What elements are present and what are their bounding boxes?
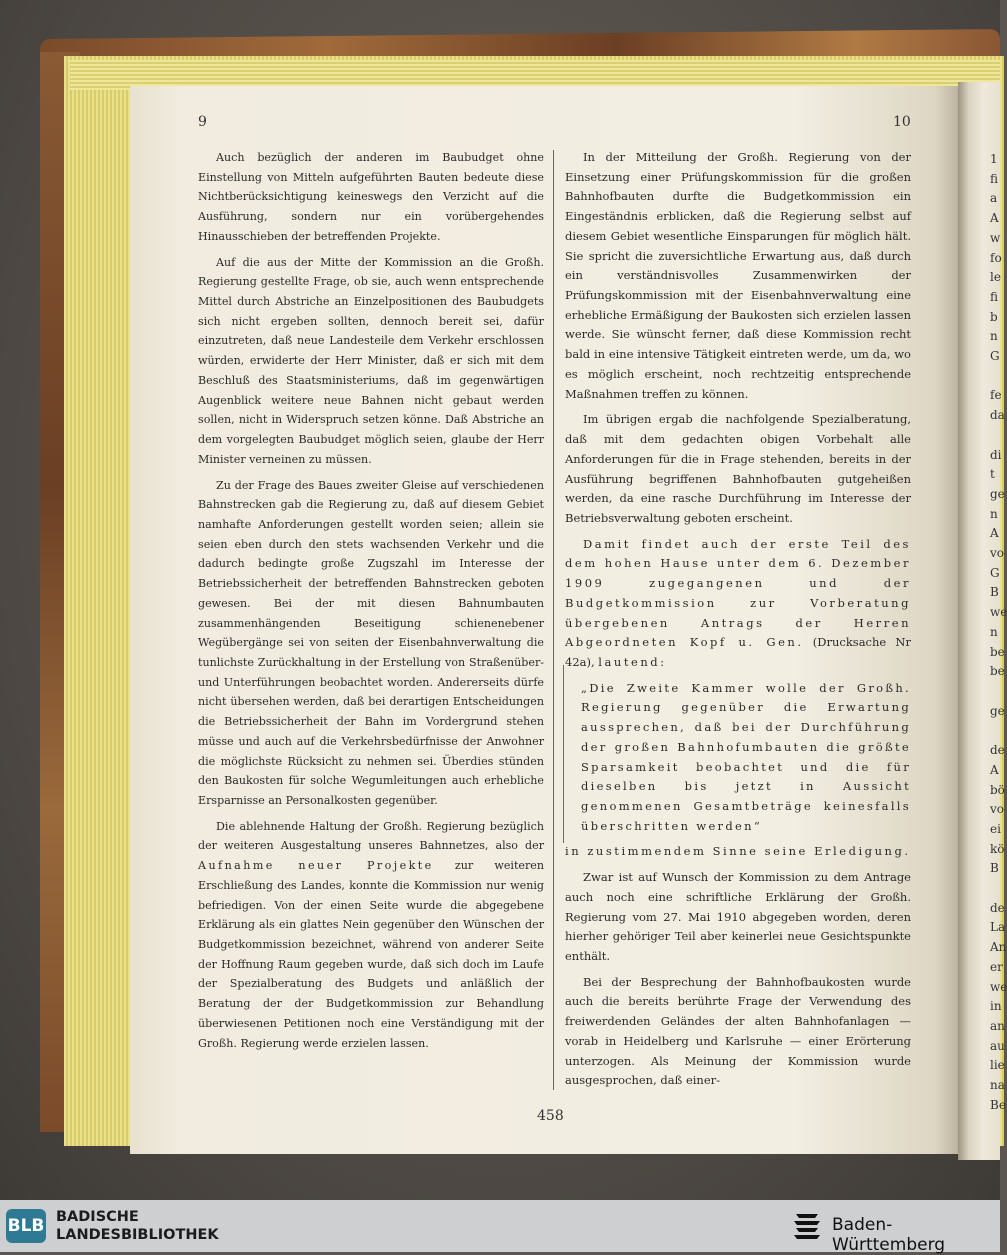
folio-number: 458 bbox=[537, 1108, 564, 1124]
edge-glyph: b bbox=[990, 309, 998, 324]
edge-glyph: A bbox=[990, 762, 999, 777]
edge-glyph bbox=[990, 879, 1000, 899]
library-name[interactable] bbox=[56, 1208, 219, 1244]
edge-glyph: ge bbox=[990, 486, 1005, 501]
edge-glyph: lie bbox=[990, 1058, 1005, 1073]
edge-glyph: a bbox=[990, 191, 998, 206]
edge-glyph: A bbox=[990, 526, 999, 541]
edge-glyph: er bbox=[990, 959, 1003, 974]
edge-glyph: fo bbox=[990, 250, 1002, 265]
blb-logo[interactable]: BLB bbox=[6, 1209, 46, 1243]
edge-glyph: G bbox=[990, 349, 1000, 364]
edge-glyph: B bbox=[990, 861, 999, 876]
edge-glyph: na bbox=[990, 1078, 1005, 1093]
edge-glyph: n bbox=[990, 506, 998, 521]
edge-glyph: An bbox=[990, 940, 1007, 955]
paragraph bbox=[565, 535, 911, 673]
quoted-motion: „Die Zweite Kammer wolle der Großh. Regierung gegenüber die Erwartung aussprechen, daß bei der Durchführung der großen Bahnhofumbauten die größte Sparsamkeit beobachtet und die für dieselben bis jetzt in Aussicht genommenen Gesamtbeträge keinesfalls überschritten werden“ bbox=[581, 680, 911, 833]
spaced-text: Aufnahme neuer Projekte bbox=[198, 859, 434, 873]
edge-glyph bbox=[990, 426, 1000, 446]
text: zur weiteren Erschließung des Landes, konnte die Kommission nur wenig befriedigen. Von der einen Seite wurde die abgegebene Erklärung als ein glattes Nein gegenüber den Wünschen der Budgetkommission bezeichnet, während von anderer Seite der Hoffnung Raum gegeben wurde, daß sich doch im Laufe der Spezialberatung des Budgets und anläßlich der Beratung der der Budgetkommission zur Behandlung überwiesenen Petitionen noch eine Verständigung mit der Großh. Regierung werde erzielen lassen. bbox=[198, 859, 544, 1050]
edge-glyph: B bbox=[990, 585, 999, 600]
edge-glyph: ge bbox=[990, 703, 1005, 718]
edge-glyph bbox=[990, 682, 1000, 702]
edge-glyph: vo bbox=[990, 802, 1005, 817]
edge-glyph: an bbox=[990, 1018, 1005, 1033]
edge-glyph: fi bbox=[990, 289, 999, 304]
page-number-right: 10 bbox=[893, 114, 911, 130]
paragraph: Im übrigen ergab die nachfolgende Spezialberatung, daß mit dem gedachten obigen Vorbehalt alle Anforderungen für die in Frage stehenden, bereits in der Ausführung begriffenen Bahnhofbauten gutgeheißen werden, da eine rasche Durchführung im Interesse der Betriebsverwaltung geboten erscheint. bbox=[565, 412, 911, 525]
baden-wuerttemberg-lion-icon bbox=[792, 1208, 822, 1244]
edge-glyph: de bbox=[990, 900, 1005, 915]
edge-glyph: we bbox=[990, 605, 1007, 620]
paragraph: Auf die aus der Mitte der Kommission an die Großh. Regierung gestellte Frage, ob sie, auch wenn entsprechende Mittel durch Abstriche an Einzelpositionen des Baubudgets sich nicht ergeben sollten, dennoch bereit sei, dafür einzutreten, daß neue Landesteile dem Verkehr erschlossen würden, erwiderte der Herr Minister, daß er sich mit dem Beschluß des Staatsministeriums, daß im gegenwärtigen Augenblick weitere neue Bahnen nicht gebaut werden sollen, nicht in Widerspruch setzen könne. Daß Abstriche an dem vorgelegten Baubudget möglich seien, glaube der Herr Minister verneinen zu müssen. bbox=[198, 255, 544, 466]
paragraph bbox=[198, 817, 544, 1054]
edge-glyph: le bbox=[990, 270, 1001, 285]
edge-glyph: A bbox=[990, 211, 999, 226]
edge-glyph: fi bbox=[990, 171, 999, 186]
paragraph: In der Mitteilung der Großh. Regierung von der Einsetzung einer Prüfungskommission für die großen Bahnhofbauten durfte die Budgetkommission ein Eingeständnis erblicken, daß die Regierung selbst auf diesem Gebiet wesentliche Einsparungen für möglich hält. Sie spricht die zuversichtliche Erwartung aus, daß durch ein verständnisvolles Zusammenwirken der Prüfungskommission mit der Eisenbahnverwaltung eine erhebliche Ermäßigung der Baukosten sich erzielen lassen werde. Sie wünscht ferner, daß diese Kommission recht bald in eine intensive Tätigkeit eintreten werde, um da, wo es möglich erscheint, noch rechtzeitig entsprechende Maßnahmen treffen zu können. bbox=[565, 150, 911, 401]
column-divider bbox=[553, 150, 554, 1090]
edge-glyph: de bbox=[990, 743, 1005, 758]
paragraph: Zwar ist auf Wunsch der Kommission zu dem Antrage auch noch eine schriftliche Erklärung der Großh. Regierung vom 27. Mai 1910 abgegeben worden, deren hierher gehöriger Teil aber keinerlei neue Gesichtspunkte enthält. bbox=[565, 870, 911, 964]
page-number-left: 9 bbox=[198, 114, 207, 130]
text: (Drucksache Nr 42a), bbox=[565, 635, 911, 669]
left-column bbox=[198, 148, 544, 1059]
edge-glyph: G bbox=[990, 565, 1000, 580]
right-column bbox=[565, 148, 911, 1097]
edge-glyph: kö bbox=[990, 841, 1005, 856]
edge-glyph: n bbox=[990, 329, 998, 344]
edge-glyph: 1 bbox=[990, 152, 998, 166]
edge-glyph: be bbox=[990, 644, 1005, 659]
edge-glyph: n bbox=[990, 624, 998, 639]
edge-glyph: in bbox=[990, 999, 1002, 1014]
library-name-line2: LANDESBIBLIOTHEK bbox=[56, 1227, 219, 1243]
paragraph: Auch bezüglich der anderen im Baubudget ohne Einstellung von Mitteln aufgeführten Bauten bedeute diese Nichtberücksichtigung keineswegs den Verzicht auf die Ausführung, sondern nur ein vorübergehendes Hinausschieben der betreffenden Projekte. bbox=[198, 151, 544, 243]
edge-glyph: vo bbox=[990, 546, 1005, 561]
edge-glyph: Be bbox=[990, 1097, 1006, 1112]
spaced-text: Damit findet auch der erste Teil des dem hohen Hause unter dem 6. Dezember 1909 zugegangenen und der Budgetkommission zur Vorberatung übergebenen Antrags der Herren Abgeordneten Kopf u. Gen. bbox=[565, 536, 911, 650]
edge-glyph bbox=[990, 367, 1000, 387]
next-page-text-edge bbox=[990, 150, 1007, 1115]
state-name[interactable]: Baden-Württemberg bbox=[832, 1215, 946, 1255]
edge-glyph: ei bbox=[990, 821, 1001, 836]
quote-rule bbox=[563, 665, 564, 843]
edge-glyph: fe bbox=[990, 388, 1002, 403]
text: Die ablehnende Haltung der Großh. Regierung bezüglich der weiteren Ausgestaltung unseres Bahnnetzes, also der bbox=[198, 819, 544, 853]
edge-glyph: bö bbox=[990, 782, 1005, 797]
edge-glyph bbox=[990, 721, 1000, 741]
edge-glyph: w bbox=[990, 230, 1001, 245]
paragraph: Bei der Besprechung der Bahnhofbaukosten wurde auch die bereits berührte Frage der Verwendung des freiwerdenden Geländes der alten Bahnhofanlagen — vorab in Heidelberg und Karlsruhe — einer Erörterung unterzogen. Als Meinung der Kommission wurde ausgesprochen, daß einer- bbox=[565, 974, 911, 1088]
edge-glyph: da bbox=[990, 408, 1005, 423]
edge-glyph: be bbox=[990, 664, 1005, 679]
edge-glyph: au bbox=[990, 1038, 1005, 1053]
edge-glyph: di bbox=[990, 447, 1002, 462]
library-name-line1: BADISCHE bbox=[56, 1209, 139, 1225]
paragraph: in zustimmendem Sinne seine Erledigung. bbox=[565, 844, 911, 859]
edge-glyph: we bbox=[990, 979, 1007, 994]
paragraph: Zu der Frage des Baues zweiter Gleise auf verschiedenen Bahnstrecken gab die Regierung zu, daß auf diesem Gebiet namhafte Anforderungen gestellt worden seien; allein sie seien eben durch den stets wachsenden Verkehr und die dadurch bedingte große Zugszahl im Interesse der Betriebssicherheit der betreffenden Bahnstrecken geboten gewesen. Bei der mit diesen Bahnumbauten zusammenhängenden Beseitigung schienenebener Wegübergänge sei von seiten der Eisenbahnverwaltung die tunlichste Zurückhaltung in der Erstellung von Straßenüber- und Unterführungen beobachtet worden. Andererseits dürfe nicht übersehen werden, daß bei derartigen Entscheidungen die Betriebssicherheit der Bahn im Vordergrund stehen müsse und auch auf die Verkehrsbedürfnisse der Anwohner die möglichste Rücksicht zu nehmen sei. Überdies stünden den Baukosten für solche Wegumleitungen auch erhebliche Ersparnisse an Personalkosten gegenüber. bbox=[198, 478, 544, 807]
edge-glyph: t bbox=[990, 467, 995, 482]
edge-glyph: La bbox=[990, 920, 1006, 935]
spaced-text: lautend: bbox=[598, 654, 667, 669]
